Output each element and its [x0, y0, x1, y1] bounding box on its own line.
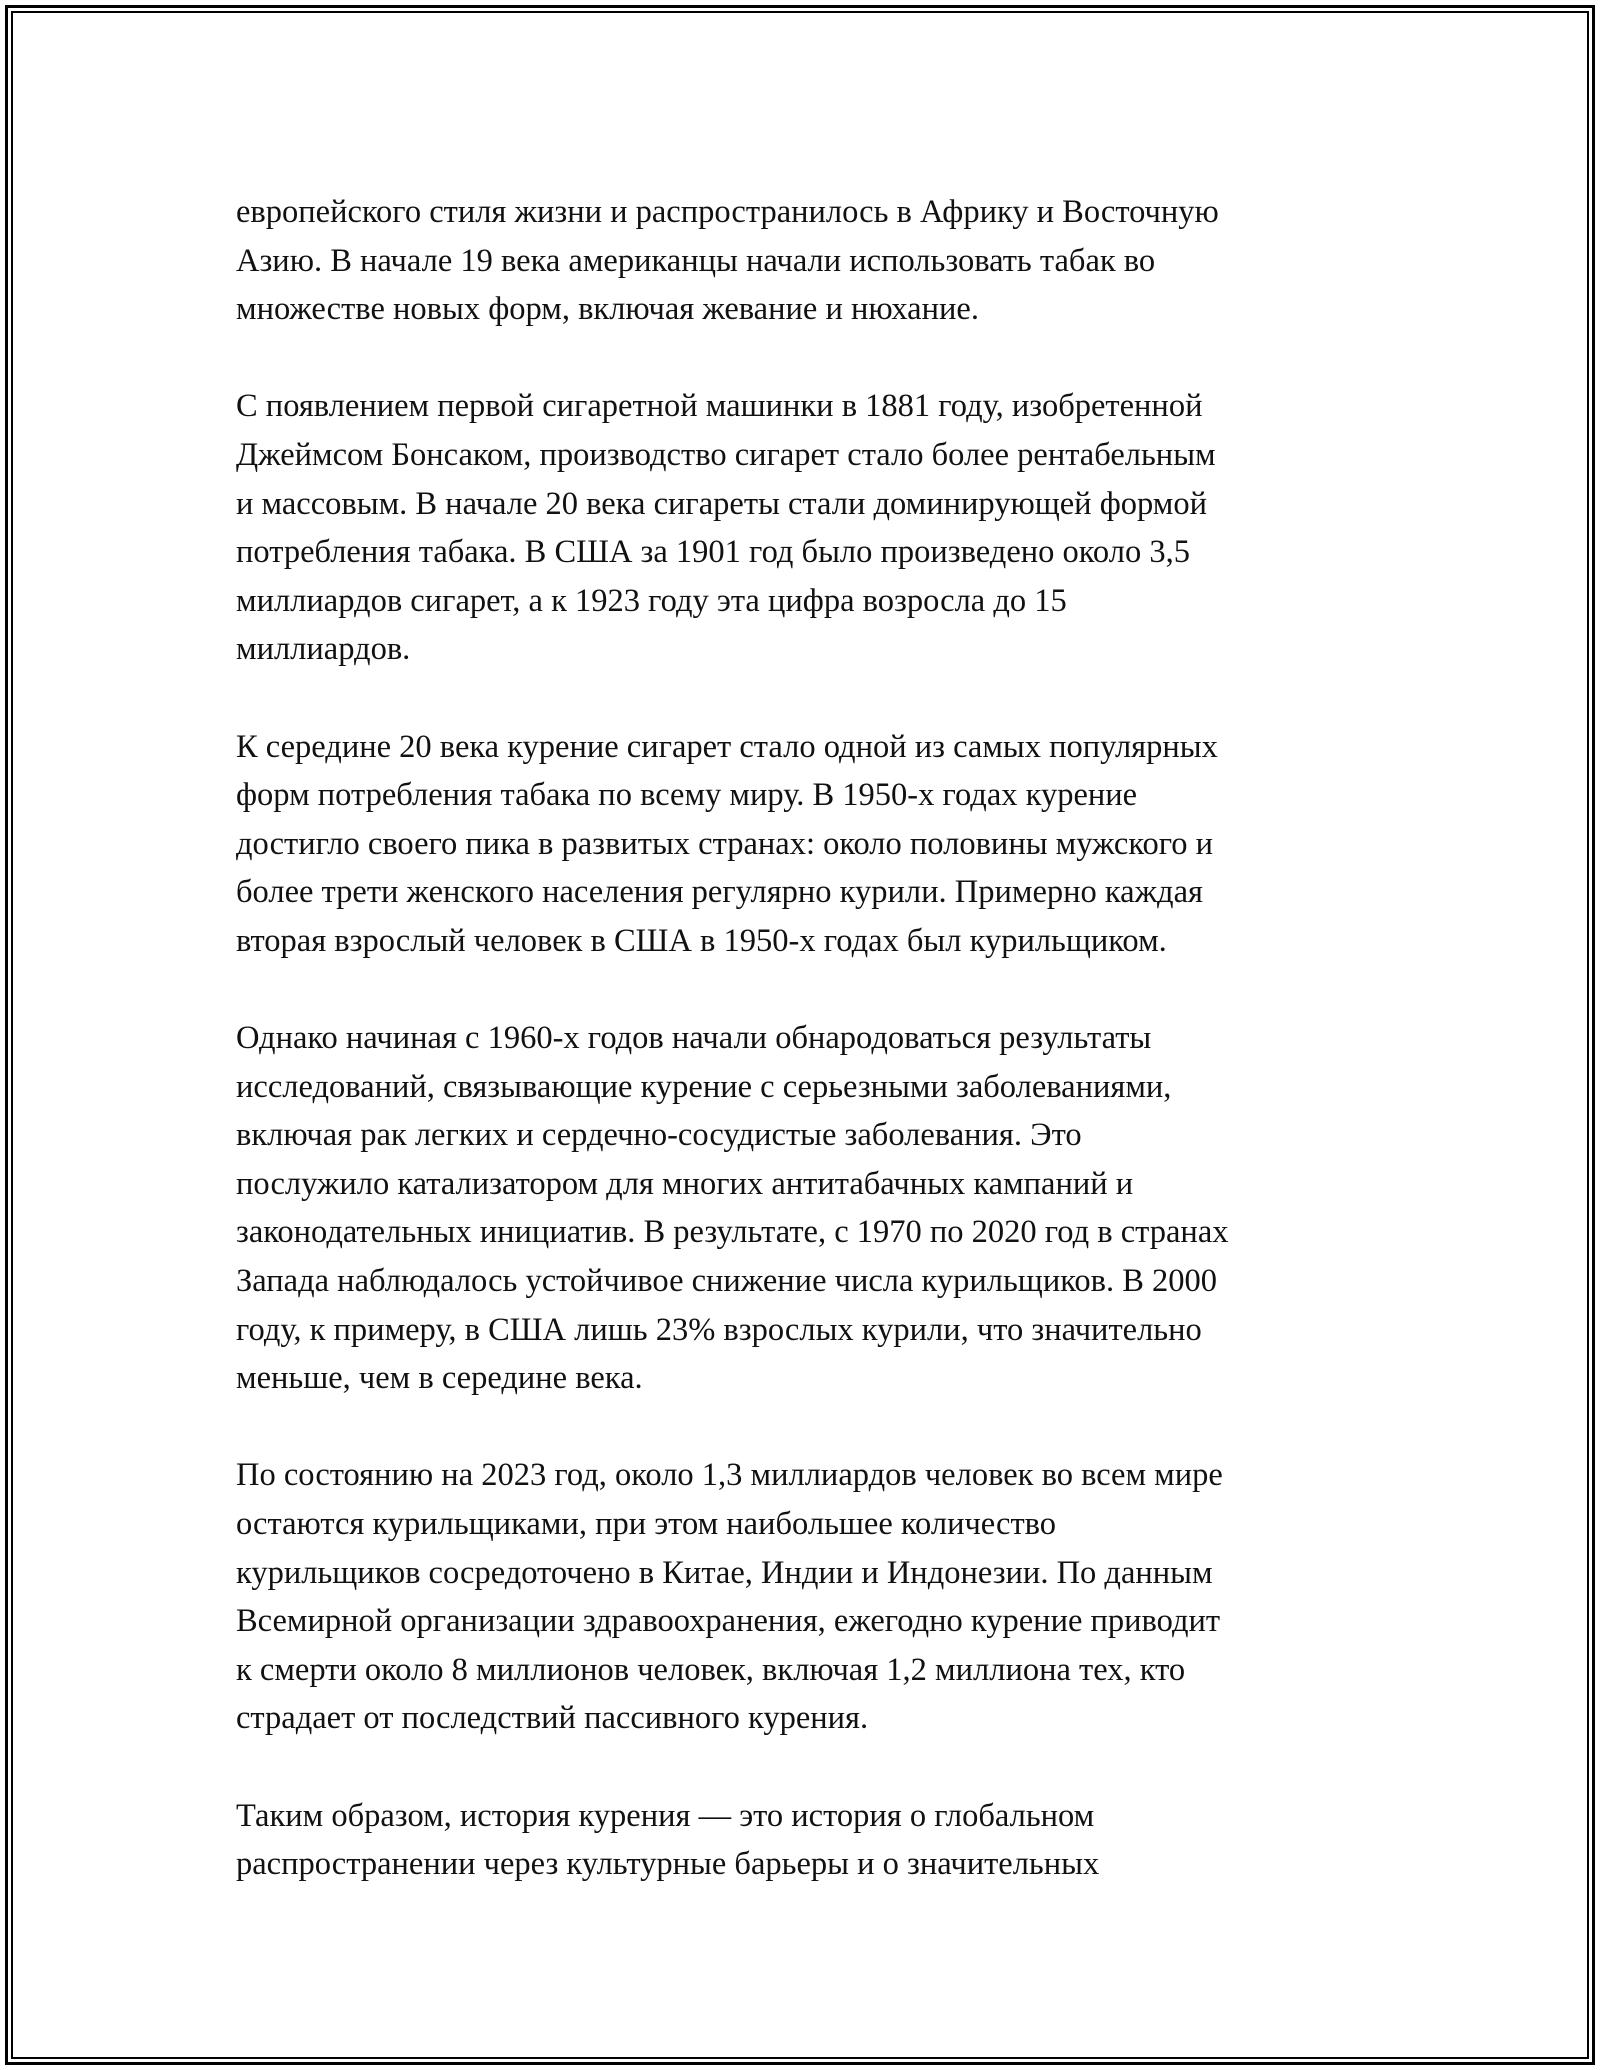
text-line: включая рак легких и сердечно-сосудистые заболевания. Это [236, 1117, 1082, 1154]
document-body [236, 188, 1386, 1889]
paragraph-5 [236, 1451, 1386, 1743]
text-line: законодательных инициатив. В результате, с 1970 по 2020 год в странах [236, 1214, 1229, 1251]
text-line: исследований, связывающие курение с серьезными заболеваниями, [236, 1068, 1172, 1105]
text-line: форм потребления табака по всему миру. В 1950-х годах курение [236, 777, 1138, 814]
text-line: остаются курильщиками, при этом наибольшее количество [236, 1506, 1057, 1543]
text-line: вторая взрослый человек в США в 1950-х годах был курильщиком. [236, 922, 1167, 959]
text-line: страдает от последствий пассивного курения. [236, 1700, 869, 1737]
text-line: К середине 20 века курение сигарет стало одной из самых популярных [236, 728, 1218, 765]
text-line: послужило катализатором для многих антитабачных кампаний и [236, 1165, 1134, 1202]
text-line: По состоянию на 2023 год, около 1,3 миллиардов человек во всем мире [236, 1457, 1223, 1494]
text-line: европейского стиля жизни и распространилось в Африку и Восточную [236, 194, 1219, 230]
text-line: Всемирной организации здравоохранения, ежегодно курение приводит [236, 1603, 1221, 1640]
text-line: С появлением первой сигаретной машинки в 1881 году, изобретенной [236, 388, 1203, 425]
paragraph-2 [236, 382, 1386, 674]
text-line: Таким образом, история курения — это история о глобальном [236, 1797, 1095, 1834]
text-line: к смерти около 8 миллионов человек, включая 1,2 миллиона тех, кто [236, 1651, 1186, 1688]
text-line: миллиардов сигарет, а к 1923 году эта цифра возросла до 15 [236, 582, 1067, 619]
text-line: Азию. В начале 19 века американцы начали использовать табак во [236, 242, 1156, 279]
text-line: потребления табака. В США за 1901 год было произведено около 3,5 [236, 534, 1190, 571]
text-line: достигло своего пика в развитых странах: около половины мужского и [236, 825, 1214, 862]
text-line: Однако начиная с 1960-х годов начали обнародоваться результаты [236, 1020, 1152, 1057]
text-line: году, к примеру, в США лишь 23% взрослых курили, что значительно [236, 1311, 1202, 1348]
paragraph-6 [236, 1792, 1386, 1889]
text-line: более трети женского населения регулярно курили. Примерно каждая [236, 874, 1203, 911]
text-line: множестве новых форм, включая жевание и нюхание. [236, 291, 979, 328]
text-line: миллиардов. [236, 631, 411, 668]
text-line: меньше, чем в середине века. [236, 1360, 643, 1397]
text-line: Запада наблюдалось устойчивое снижение числа курильщиков. В 2000 [236, 1263, 1218, 1300]
text-line: и массовым. В начале 20 века сигареты стали доминирующей формой [236, 485, 1207, 522]
text-line: Джеймсом Бонсаком, производство сигарет стало более рентабельным [236, 436, 1216, 473]
text-line: распространении через культурные барьеры и о значительных [236, 1846, 1100, 1883]
text-line: курильщиков сосредоточено в Китае, Индии и Индонезии. По данным [236, 1554, 1213, 1591]
paragraph-4 [236, 1014, 1386, 1403]
paragraph-1 [236, 188, 1386, 334]
paragraph-3 [236, 723, 1386, 966]
